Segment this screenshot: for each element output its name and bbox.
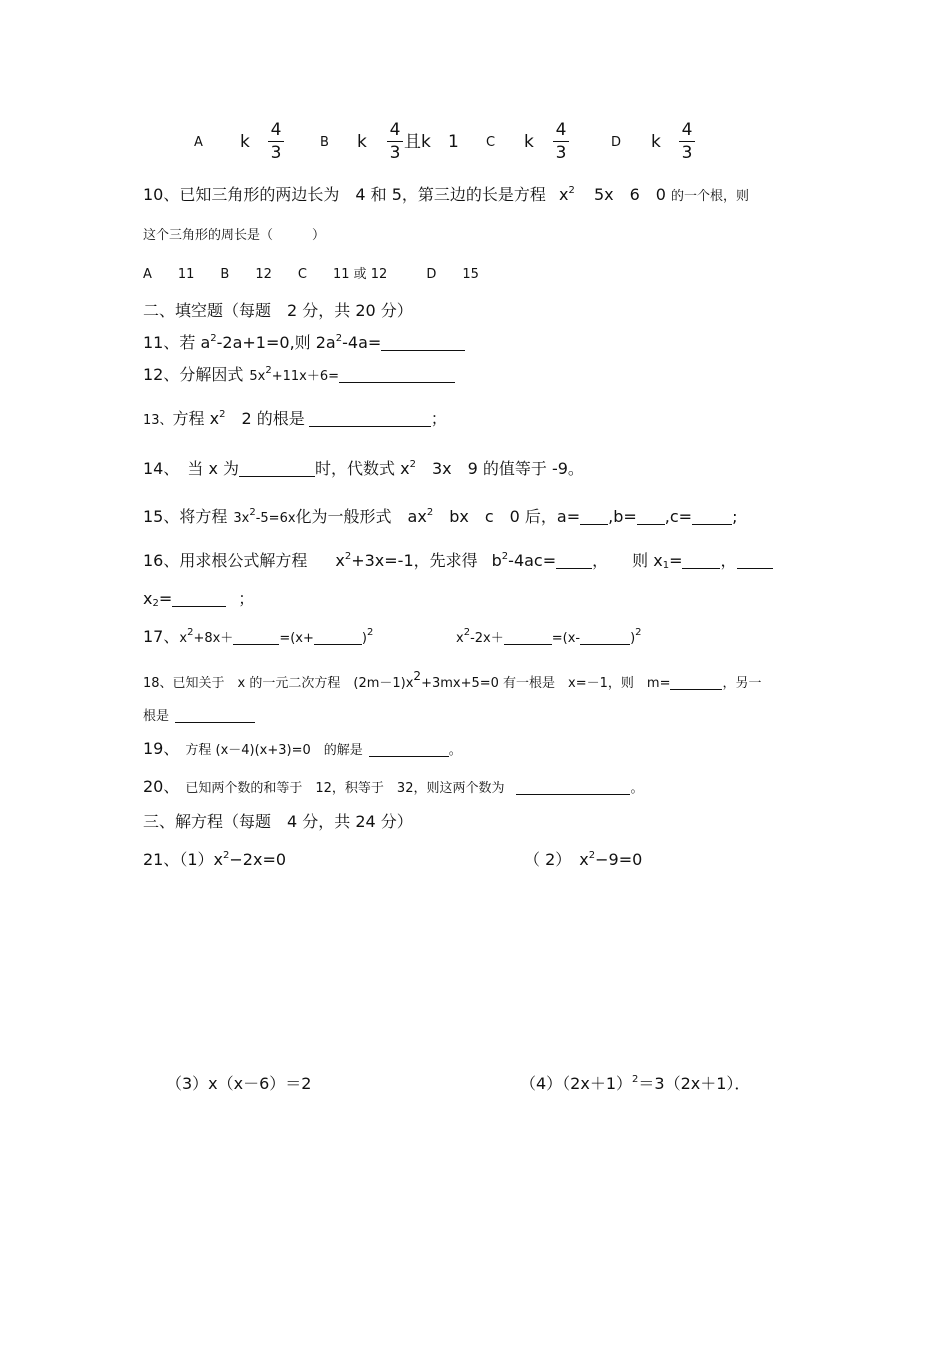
q17-blank-2[interactable]: [314, 628, 362, 645]
q21-part3: （3）x（x－6）＝2: [166, 1074, 312, 1093]
q17-blank-3[interactable]: [504, 628, 552, 645]
q10-line1: 10、已知三角形的两边长为 4 和 5，第三边的长是方程 $x^2$ 5x 6 0 的一个根，则: [143, 185, 750, 204]
option-b-one: 1: [448, 132, 459, 152]
q15: 15、将方程 $3x^2-5=6x$化为一般形式 $ax^2$ bx c 0 后，a= ,b= ,c= ;: [143, 507, 738, 526]
q21-part4: $(4)(2x+1)^2=3(2x+1)$．: [520, 1074, 751, 1093]
option-a-fraction: 4 3: [268, 120, 284, 163]
q17-blank-4[interactable]: [580, 628, 630, 645]
option-d-var: k: [651, 132, 661, 152]
option-b-fraction: 4 3: [387, 120, 403, 163]
q15-b-blank[interactable]: [637, 508, 665, 525]
q16-x1-blank-2[interactable]: [737, 552, 773, 569]
option-c-fraction: 4 3: [553, 120, 569, 163]
q11: 11、若 $a^2-2a+1=0$,则 $2a^2-4a=$: [143, 333, 465, 353]
q18-line1: 18、已知关于 x 的一元二次方程 $(2m-1)x^2+3mx+5=0$ 有一根是 x=－1，则 m= ，另一: [143, 669, 762, 691]
q14-answer-blank[interactable]: [239, 460, 315, 477]
q18-m-blank[interactable]: [670, 673, 722, 690]
section2-title: 二、填空题（每题 2 分，共 20 分）: [143, 301, 413, 320]
q20-answer-blank[interactable]: [516, 778, 630, 795]
q16-line1: 16、用求根公式解方程 $x^2+3x=-1$，先求得 $b^2-4ac=$ ， 则 $x_1=$ ，: [143, 551, 773, 571]
option-a-var: k: [240, 132, 250, 152]
q13-answer-blank[interactable]: [309, 410, 431, 427]
q13: 13、方程 $x^2$ 2 的根是 ；: [143, 409, 447, 428]
option-d-fraction: 4 3: [679, 120, 695, 163]
q18-line2: 根是: [143, 706, 255, 727]
option-b-var: k: [357, 132, 367, 152]
option-b-letter: B: [320, 135, 329, 150]
q20: 20、 已知两个数的和等于 12，积等于 32，则这两个数为 。: [143, 777, 644, 796]
q12-answer-blank[interactable]: [339, 366, 455, 383]
q15-c-blank[interactable]: [692, 508, 732, 525]
q14: 14、 当 x 为 时，代数式 $x^2$ 3x 9 的值等于 -9。: [143, 459, 584, 478]
q17-part2: $x^2-2x+ =(x-$ )$^2$: [456, 627, 642, 646]
option-a-letter: A: [194, 135, 203, 150]
q17-part1: 17、$x^2+8x+ =(x+ )^2$: [143, 627, 374, 646]
q16-line2: $x_2=$ ；: [143, 589, 255, 609]
q21-part2: （ 2） $x^2-9=0$: [524, 850, 643, 869]
option-c-letter: C: [486, 135, 496, 150]
option-d-letter: D: [611, 135, 622, 150]
option-b-condition: 且k: [404, 132, 431, 152]
q16-discriminant-blank[interactable]: [556, 552, 592, 569]
q21-part1: 21、$(1)x^2-2x=0$: [143, 850, 287, 869]
section3-title: 三、解方程（每题 4 分，共 24 分）: [143, 812, 413, 831]
q19-answer-blank[interactable]: [369, 740, 449, 757]
q10-line2: 这个三角形的周长是（ ）: [143, 228, 326, 243]
q16-x2-blank[interactable]: [172, 590, 226, 607]
q19: 19、 方程 (x－4)(x+3)=0 的解是 。: [143, 739, 462, 758]
q11-answer-blank[interactable]: [381, 334, 465, 351]
q16-x1-blank[interactable]: [682, 552, 720, 569]
q15-a-blank[interactable]: [580, 508, 608, 525]
q17-blank-1[interactable]: [233, 628, 279, 645]
q10-options: A 11 B 12 C 11 或 12 D 15: [143, 267, 479, 282]
q12: 12、分解因式 $5x^2+11x+6=$: [143, 365, 455, 387]
option-c-var: k: [524, 132, 534, 152]
q18-root-blank[interactable]: [175, 706, 255, 723]
